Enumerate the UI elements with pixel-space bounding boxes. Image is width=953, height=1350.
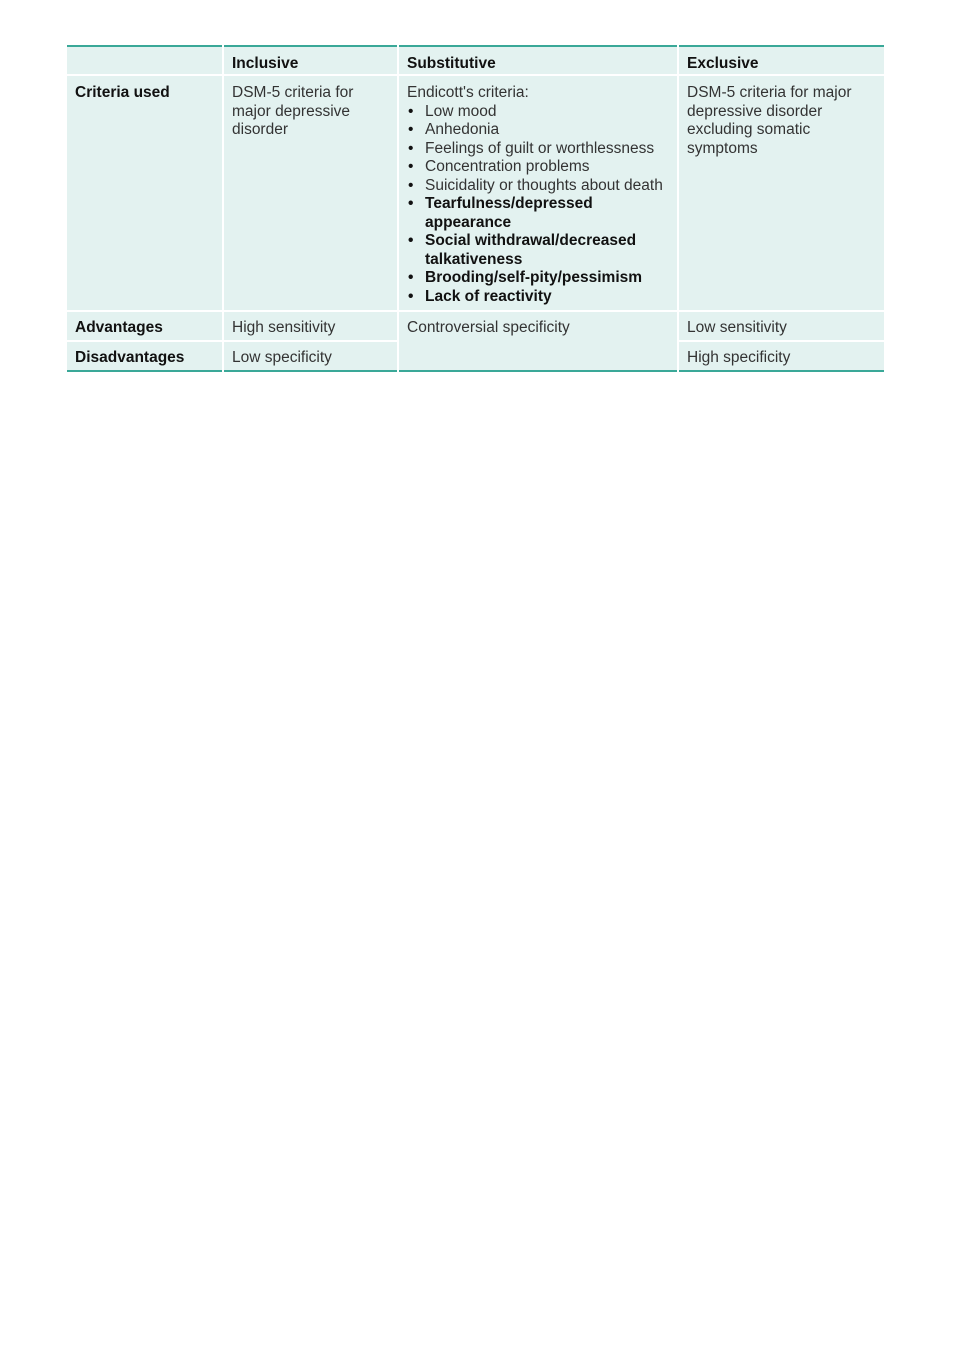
cell-disadvantages-inclusive: Low specificity — [223, 341, 398, 371]
cell-criteria-substitutive — [398, 75, 678, 311]
endicott-criteria-list — [407, 103, 669, 307]
table-header-row — [67, 46, 884, 75]
cell-advantages-disadvantages-substitutive: Controversial specificity — [398, 311, 678, 371]
cell-advantages-exclusive: Low sensitivity — [678, 311, 884, 341]
row-label-criteria-used: Criteria used — [67, 75, 223, 311]
endicott-criterion-item: • Tearfulness/depressed appearance — [407, 195, 669, 232]
table-row-criteria-used — [67, 75, 884, 311]
cell-criteria-inclusive: DSM-5 criteria for major depressive disorder — [223, 75, 398, 311]
endicott-criterion-item: • Social withdrawal/decreased talkativeness — [407, 232, 669, 269]
endicott-criterion-item: • Suicidality or thoughts about death — [407, 177, 669, 196]
endicott-criterion-item: • Anhedonia — [407, 121, 669, 140]
endicott-criterion-item: • Feelings of guilt or worthlessness — [407, 140, 669, 159]
header-corner-cell — [67, 46, 223, 75]
endicott-criterion-item: • Concentration problems — [407, 158, 669, 177]
header-exclusive: Exclusive — [678, 46, 884, 75]
endicott-criterion-item: • Brooding/self-pity/pessimism — [407, 269, 669, 288]
endicott-criterion-item: • Low mood — [407, 103, 669, 122]
header-inclusive: Inclusive — [223, 46, 398, 75]
cell-advantages-inclusive: High sensitivity — [223, 311, 398, 341]
row-label-disadvantages: Disadvantages — [67, 341, 223, 371]
comparison-table-container — [67, 45, 884, 372]
endicott-criteria-intro: Endicott's criteria: — [407, 84, 529, 101]
row-label-advantages: Advantages — [67, 311, 223, 341]
depression-criteria-comparison-table — [67, 45, 884, 372]
endicott-criterion-item: • Lack of reactivity — [407, 288, 669, 307]
cell-disadvantages-exclusive: High specificity — [678, 341, 884, 371]
header-substitutive: Substitutive — [398, 46, 678, 75]
table-row-advantages — [67, 311, 884, 341]
cell-criteria-exclusive: DSM-5 criteria for major depressive disorder excluding somatic symptoms — [678, 75, 884, 311]
